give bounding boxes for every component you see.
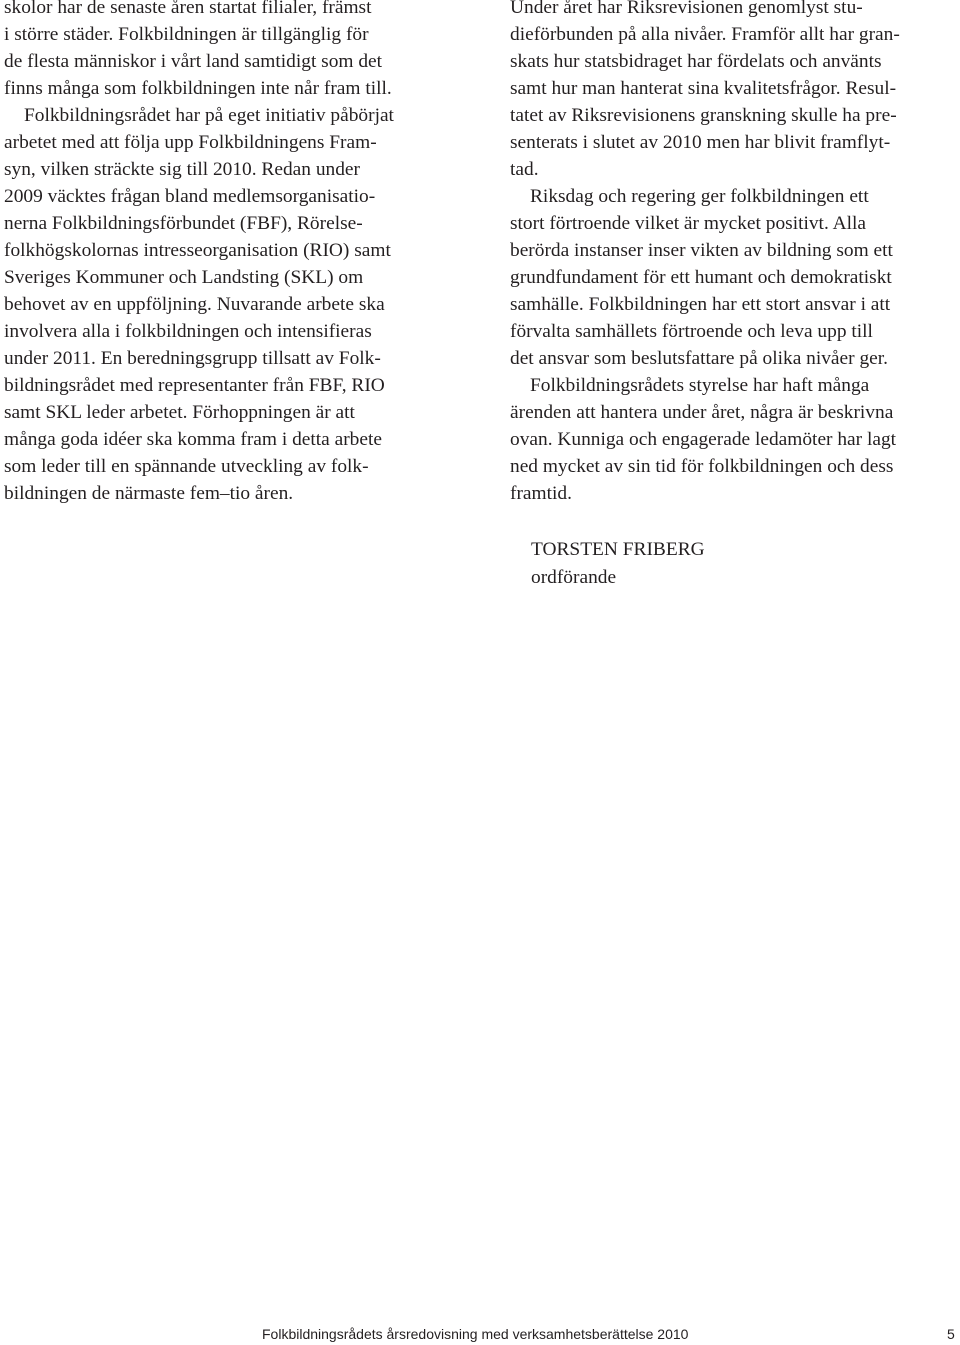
right-p2-line-2: stort förtroende vilket är mycket positivt. Alla <box>510 213 866 234</box>
paragraph-riksrevisionen <box>510 0 956 183</box>
left-line-19: bildningen de närmaste fem–tio åren. <box>4 483 294 504</box>
left-line-12: behovet av en uppföljning. Nuvarande arbete ska <box>4 294 385 315</box>
right-p1-line-5: tatet av Riksrevisionens granskning skulle ha pre- <box>510 105 897 126</box>
left-line-15: bildningsrådet med representanter från FBF, RIO <box>4 375 385 396</box>
right-p2-line-5: samhälle. Folkbildningen har ett stort ansvar i att <box>510 294 891 315</box>
left-line-14: under 2011. En beredningsgrupp tillsatt av Folk- <box>4 348 381 369</box>
right-p1-line-1: Under året har Riksrevisionen genomlyst stu- <box>510 0 863 18</box>
right-p2-line-1: Riksdag och regering ger folkbildningen ett <box>530 186 869 207</box>
left-line-8: 2009 väcktes frågan bland medlemsorganisatio- <box>4 186 376 207</box>
right-p2-line-4: grundfundament för ett humant och demokratiskt <box>510 267 892 288</box>
right-p1-line-4: samt hur man hanterat sina kvalitetsfrågor. Resul- <box>510 78 897 99</box>
signature-block <box>531 536 705 592</box>
left-line-16: samt SKL leder arbetet. Förhoppningen är att <box>4 402 355 423</box>
left-line-2: i större städer. Folkbildningen är tillgänglig för <box>4 24 369 45</box>
left-line-5: Folkbildningsrådet har på eget initiativ påbörjat <box>24 105 394 126</box>
left-line-9: nerna Folkbildningsförbundet (FBF), Rörelse- <box>4 213 363 234</box>
right-p3-line-2: ärenden att hantera under året, några är beskrivna <box>510 402 894 423</box>
right-p1-line-7: tad. <box>510 159 539 180</box>
left-line-18: som leder till en spännande utveckling av folk- <box>4 456 369 477</box>
signature-name: TORSTEN FRIBERG <box>531 539 705 560</box>
left-line-3: de flesta människor i vårt land samtidigt som det <box>4 51 383 72</box>
page-number: 5 <box>947 1326 955 1342</box>
right-p3-line-1: Folkbildningsrådets styrelse har haft många <box>530 375 870 396</box>
right-column <box>510 0 956 507</box>
right-p2-line-3: berörda instanser inser vikten av bildning som ett <box>510 240 893 261</box>
paragraph-riksdag <box>510 183 956 372</box>
right-p3-line-3: ovan. Kunniga och engagerade ledamöter har lagt <box>510 429 897 450</box>
left-column <box>4 0 456 507</box>
footer-title: Folkbildningsrådets årsredovisning med verksamhetsberättelse 2010 <box>262 1326 689 1342</box>
right-p1-line-3: skats hur statsbidraget har fördelats och använts <box>510 51 882 72</box>
right-p2-line-6: förvalta samhällets förtroende och leva upp till <box>510 321 873 342</box>
left-line-7: syn, vilken sträckte sig till 2010. Redan under <box>4 159 360 180</box>
left-line-6: arbetet med att följa upp Folkbildningens Fram- <box>4 132 377 153</box>
right-p3-line-5: framtid. <box>510 483 572 504</box>
left-line-17: många goda idéer ska komma fram i detta arbete <box>4 429 382 450</box>
signature-role: ordförande <box>531 567 617 588</box>
right-p1-line-6: senterats i slutet av 2010 men har blivit framflyt- <box>510 132 891 153</box>
paragraph-styrelse <box>510 372 956 507</box>
left-line-4: finns många som folkbildningen inte når fram till. <box>4 78 392 99</box>
left-line-13: involvera alla i folkbildningen och intensifieras <box>4 321 372 342</box>
left-line-11: Sveriges Kommuner och Landsting (SKL) om <box>4 267 364 288</box>
left-line-10: folkhögskolornas intresseorganisation (RIO) samt <box>4 240 391 261</box>
right-p3-line-4: ned mycket av sin tid för folkbildningen och dess <box>510 456 894 477</box>
left-line-1: skolor har de senaste åren startat filialer, främst <box>4 0 372 18</box>
right-p2-line-7: det ansvar som beslutsfattare på olika nivåer ger. <box>510 348 888 369</box>
right-p1-line-2: dieförbunden på alla nivåer. Framför allt har gran- <box>510 24 900 45</box>
